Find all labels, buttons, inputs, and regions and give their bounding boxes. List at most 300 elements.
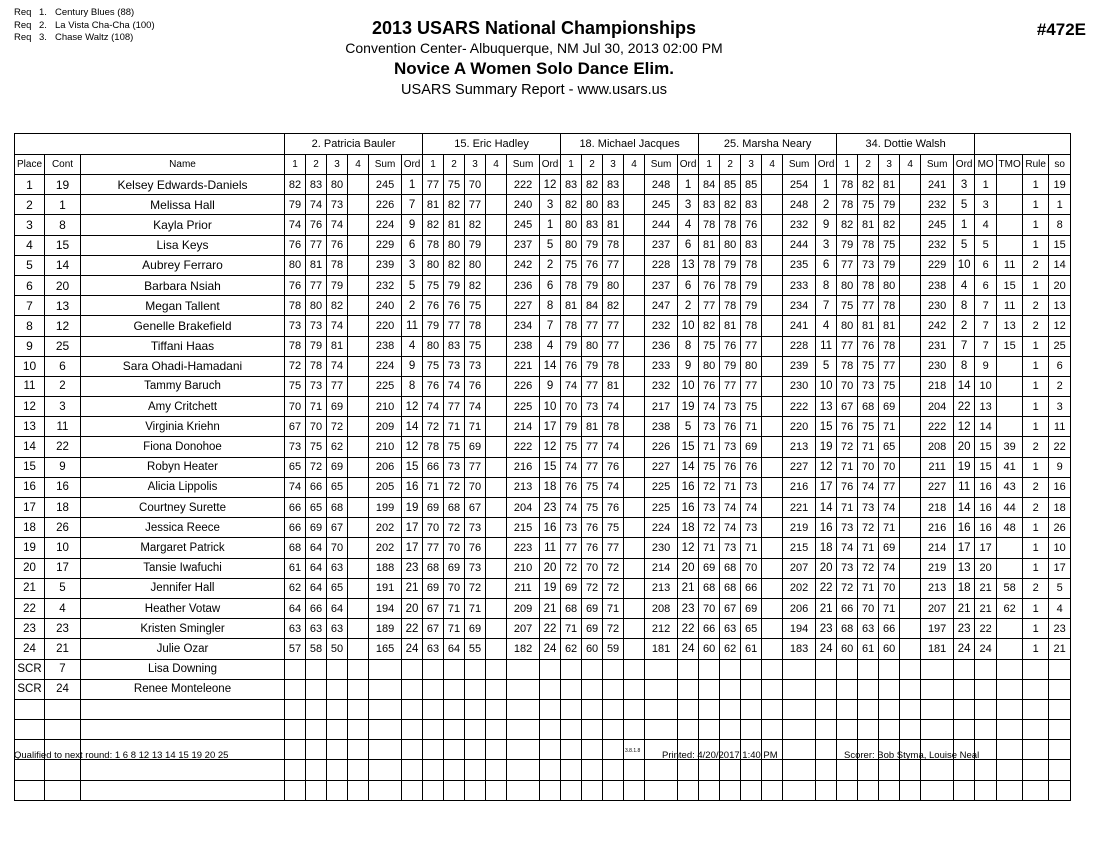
cell-judge1-score4 — [348, 296, 369, 316]
cell-judge1-score4 — [348, 275, 369, 295]
cell-place: 20 — [15, 558, 45, 578]
cell-judge1-ord — [402, 659, 423, 679]
requirement-text: La Vista Cha-Cha (100) — [55, 19, 155, 31]
cell-judge4-score1: 72 — [699, 477, 720, 497]
cell-empty — [444, 720, 465, 740]
cell-judge2-sum: 222 — [507, 437, 540, 457]
cell-skater-name: Sara Ohadi-Hamadani — [81, 356, 285, 376]
cell-place: 18 — [15, 518, 45, 538]
cell-judge3-score4 — [624, 679, 645, 699]
cell-judge2-score2 — [444, 659, 465, 679]
cell-judge2-score1: 72 — [423, 417, 444, 437]
cell-judge2-score1: 78 — [423, 437, 444, 457]
table-row — [15, 215, 1071, 235]
header-judge3-score2: 2 — [582, 155, 603, 175]
cell-judge2-score2: 72 — [444, 518, 465, 538]
cell-judge1-score1: 67 — [285, 417, 306, 437]
cell-judge2-score4 — [486, 598, 507, 618]
cell-mo: 4 — [975, 215, 997, 235]
cell-judge3-sum: 214 — [645, 558, 678, 578]
cell-cont: 24 — [45, 679, 81, 699]
cell-judge2-score4 — [486, 619, 507, 639]
cell-judge4-score1: 84 — [699, 175, 720, 195]
cell-judge5-score2: 72 — [858, 518, 879, 538]
cell-judge1-sum: 165 — [369, 639, 402, 659]
cell-cont: 21 — [45, 639, 81, 659]
cell-judge5-score1: 71 — [837, 457, 858, 477]
cell-judge3-sum: 236 — [645, 336, 678, 356]
cell-empty — [624, 780, 645, 800]
cell-judge4-sum: 219 — [783, 518, 816, 538]
cell-judge5-sum: 245 — [921, 215, 954, 235]
cell-judge4-score1: 83 — [699, 195, 720, 215]
cell-judge5-score3 — [879, 659, 900, 679]
header-place: Place — [15, 155, 45, 175]
cell-judge3-sum: 237 — [645, 275, 678, 295]
cell-judge4-score3: 69 — [741, 598, 762, 618]
cell-judge2-score3: 71 — [465, 417, 486, 437]
cell-judge4-score3: 76 — [741, 457, 762, 477]
cell-mo — [975, 699, 997, 719]
cell-judge3-score4 — [624, 538, 645, 558]
cell-judge3-score3 — [603, 659, 624, 679]
cell-tmo: 41 — [997, 457, 1023, 477]
cell-judge5-ord: 14 — [954, 498, 975, 518]
cell-skater-name: Amy Critchett — [81, 397, 285, 417]
cell-rule: 1 — [1023, 376, 1049, 396]
cell-empty — [699, 780, 720, 800]
cell-judge5-sum: 181 — [921, 639, 954, 659]
cell-judge1-score4 — [348, 639, 369, 659]
cell-so: 17 — [1049, 558, 1071, 578]
cell-judge4-score2: 78 — [720, 296, 741, 316]
cell-judge5-score3: 75 — [879, 376, 900, 396]
cell-judge3-score1: 80 — [561, 215, 582, 235]
cell-judge5-score2: 70 — [858, 598, 879, 618]
cell-judge1-score2: 74 — [306, 195, 327, 215]
cell-judge1-score1: 72 — [285, 356, 306, 376]
cell-judge5-sum: 218 — [921, 376, 954, 396]
cell-judge2-score1: 63 — [423, 639, 444, 659]
cell-judge4-ord: 11 — [816, 336, 837, 356]
cell-place: 11 — [15, 376, 45, 396]
cell-judge4-ord: 7 — [816, 296, 837, 316]
cell-judge3-sum: 238 — [645, 417, 678, 437]
cell-judge5-score3: 74 — [879, 558, 900, 578]
cell-judge5-score3: 81 — [879, 316, 900, 336]
cell-judge5-ord: 5 — [954, 235, 975, 255]
header-judge5-ord: Ord — [954, 155, 975, 175]
cell-judge5-score2: 73 — [858, 255, 879, 275]
cell-judge2-score4 — [486, 457, 507, 477]
cell-judge1-score2: 80 — [306, 296, 327, 316]
cell-judge4-score4 — [762, 356, 783, 376]
cell-cont: 19 — [45, 175, 81, 195]
cell-judge1-score4 — [348, 457, 369, 477]
cell-cont: 6 — [45, 356, 81, 376]
cell-judge1-sum: 206 — [369, 457, 402, 477]
cell-empty — [954, 720, 975, 740]
cell-judge2-score1 — [423, 679, 444, 699]
cell-judge2-score3: 67 — [465, 498, 486, 518]
cell-empty — [645, 780, 678, 800]
cell-judge2-score1: 76 — [423, 376, 444, 396]
cell-empty — [741, 699, 762, 719]
cell-judge5-ord: 3 — [954, 175, 975, 195]
cell-judge5-score4 — [900, 498, 921, 518]
cell-empty — [678, 699, 699, 719]
cell-rule: 2 — [1023, 255, 1049, 275]
cell-judge2-sum: 210 — [507, 558, 540, 578]
cell-skater-name: Julie Ozar — [81, 639, 285, 659]
cell-judge5-score1: 73 — [837, 558, 858, 578]
cell-judge4-ord — [816, 659, 837, 679]
results-table — [14, 133, 1071, 801]
header-judge2-score2: 2 — [444, 155, 465, 175]
header-judge4-score2: 2 — [720, 155, 741, 175]
cell-mo — [975, 659, 997, 679]
cell-judge2-sum: 245 — [507, 215, 540, 235]
cell-judge3-sum: 213 — [645, 578, 678, 598]
cell-judge1-score1: 76 — [285, 275, 306, 295]
cell-judge4-score2: 76 — [720, 417, 741, 437]
cell-judge2-sum: 240 — [507, 195, 540, 215]
header-judge1-score4: 4 — [348, 155, 369, 175]
cell-judge5-sum: 204 — [921, 397, 954, 417]
cell-judge3-score4 — [624, 619, 645, 639]
judge-name-5: 34. Dottie Walsh — [837, 134, 975, 155]
cell-so — [1049, 699, 1071, 719]
cell-judge1-sum: 194 — [369, 598, 402, 618]
cell-judge2-score4 — [486, 538, 507, 558]
cell-tmo — [997, 639, 1023, 659]
cell-judge5-score1: 71 — [837, 498, 858, 518]
cell-judge5-ord: 18 — [954, 578, 975, 598]
cell-mo: 13 — [975, 397, 997, 417]
cell-judge5-score1: 74 — [837, 538, 858, 558]
cell-judge3-score4 — [624, 639, 645, 659]
cell-judge2-sum — [507, 659, 540, 679]
cell-judge1-score3: 62 — [327, 437, 348, 457]
cell-judge5-ord: 13 — [954, 558, 975, 578]
cell-judge5-score3: 69 — [879, 538, 900, 558]
cell-cont: 23 — [45, 619, 81, 639]
cell-empty — [720, 720, 741, 740]
cell-judge4-score3: 80 — [741, 356, 762, 376]
cell-judge4-score1 — [699, 679, 720, 699]
cell-judge2-score3: 72 — [465, 578, 486, 598]
cell-judge4-score3: 74 — [741, 498, 762, 518]
cell-judge4-ord: 24 — [816, 639, 837, 659]
cell-so: 12 — [1049, 316, 1071, 336]
cell-judge3-score3: 75 — [603, 518, 624, 538]
cell-judge2-sum: 223 — [507, 538, 540, 558]
cell-judge5-sum: 227 — [921, 477, 954, 497]
cell-judge5-sum: 207 — [921, 598, 954, 618]
table-row — [15, 417, 1071, 437]
cell-empty — [645, 720, 678, 740]
cell-judge4-score2: 74 — [720, 498, 741, 518]
cell-judge1-score3: 78 — [327, 255, 348, 275]
cell-judge1-score2: 73 — [306, 376, 327, 396]
cell-judge5-ord: 8 — [954, 296, 975, 316]
cell-place: 9 — [15, 336, 45, 356]
cell-judge4-ord — [816, 679, 837, 699]
cell-judge1-score4 — [348, 498, 369, 518]
cell-cont — [45, 780, 81, 800]
cell-judge2-ord: 18 — [540, 477, 561, 497]
cell-judge3-score3: 72 — [603, 558, 624, 578]
cell-judge4-score1: 76 — [699, 275, 720, 295]
cell-judge5-sum: 232 — [921, 235, 954, 255]
cell-judge3-score3 — [603, 679, 624, 699]
cell-judge2-sum: 242 — [507, 255, 540, 275]
cell-judge5-ord: 11 — [954, 477, 975, 497]
cell-judge2-score1: 69 — [423, 578, 444, 598]
cell-judge4-sum: 213 — [783, 437, 816, 457]
cell-judge2-score3: 80 — [465, 255, 486, 275]
cell-judge5-score1: 80 — [837, 275, 858, 295]
cell-rule: 1 — [1023, 215, 1049, 235]
cell-empty — [678, 720, 699, 740]
cell-skater-name: Virginia Kriehn — [81, 417, 285, 437]
cell-empty — [900, 699, 921, 719]
cell-judge1-score3: 67 — [327, 518, 348, 538]
cell-judge5-score2 — [858, 659, 879, 679]
cell-judge1-score3: 70 — [327, 538, 348, 558]
cell-judge1-sum: 191 — [369, 578, 402, 598]
cell-judge4-score4 — [762, 376, 783, 396]
cell-judge3-score4 — [624, 316, 645, 336]
cell-judge5-score3: 70 — [879, 457, 900, 477]
cell-so: 3 — [1049, 397, 1071, 417]
report-source-line: USARS Summary Report - www.usars.us — [401, 82, 667, 98]
cell-so: 26 — [1049, 518, 1071, 538]
cell-judge3-ord — [678, 679, 699, 699]
cell-judge2-ord: 6 — [540, 275, 561, 295]
cell-judge2-score1: 77 — [423, 175, 444, 195]
cell-judge4-score2: 78 — [720, 215, 741, 235]
cell-judge1-score3: 69 — [327, 457, 348, 477]
venue-line: Convention Center- Albuquerque, NM Jul 30, 2013 02:00 PM — [345, 40, 723, 56]
cell-judge5-score1 — [837, 659, 858, 679]
cell-judge1-score3 — [327, 679, 348, 699]
cell-judge4-ord: 16 — [816, 518, 837, 538]
cell-judge5-score4 — [900, 518, 921, 538]
cell-judge5-score1: 77 — [837, 336, 858, 356]
cell-judge4-ord: 13 — [816, 397, 837, 417]
cell-judge3-sum: 232 — [645, 316, 678, 336]
cell-mo: 6 — [975, 275, 997, 295]
cell-empty — [444, 780, 465, 800]
cell-tmo: 44 — [997, 498, 1023, 518]
cell-judge1-sum: 220 — [369, 316, 402, 336]
cell-judge2-ord: 21 — [540, 598, 561, 618]
cell-cont: 10 — [45, 538, 81, 558]
cell-judge4-score1: 71 — [699, 538, 720, 558]
cell-so: 13 — [1049, 296, 1071, 316]
cell-rule: 1 — [1023, 619, 1049, 639]
cell-judge4-score4 — [762, 175, 783, 195]
cell-judge1-sum: 238 — [369, 336, 402, 356]
cell-judge3-score4 — [624, 558, 645, 578]
cell-judge1-ord: 3 — [402, 255, 423, 275]
cell-place: SCR — [15, 679, 45, 699]
cell-empty — [879, 720, 900, 740]
cell-judge4-ord: 23 — [816, 619, 837, 639]
cell-judge4-score4 — [762, 397, 783, 417]
cell-judge3-score3: 71 — [603, 598, 624, 618]
cell-judge2-score2: 75 — [444, 437, 465, 457]
cell-judge4-score1: 70 — [699, 598, 720, 618]
cell-judge3-score2: 73 — [582, 397, 603, 417]
cell-judge2-score1: 67 — [423, 619, 444, 639]
cell-judge2-score2: 73 — [444, 457, 465, 477]
cell-judge2-sum: 215 — [507, 518, 540, 538]
cell-judge2-ord: 4 — [540, 336, 561, 356]
header-judge1-score2: 2 — [306, 155, 327, 175]
cell-judge2-score4 — [486, 356, 507, 376]
cell-judge3-score4 — [624, 336, 645, 356]
cell-judge1-sum — [369, 659, 402, 679]
cell-judge1-score3: 74 — [327, 215, 348, 235]
cell-judge1-score2: 64 — [306, 578, 327, 598]
cell-cont: 11 — [45, 417, 81, 437]
cell-empty — [678, 780, 699, 800]
cell-judge4-ord: 10 — [816, 376, 837, 396]
cell-skater-name: Tiffani Haas — [81, 336, 285, 356]
cell-judge4-score2: 85 — [720, 175, 741, 195]
cell-judge5-score4 — [900, 376, 921, 396]
cell-judge2-score2: 77 — [444, 397, 465, 417]
cell-judge4-score2: 73 — [720, 437, 741, 457]
cell-cont: 13 — [45, 296, 81, 316]
cell-judge2-sum: 221 — [507, 356, 540, 376]
cell-judge1-score1: 75 — [285, 376, 306, 396]
cell-judge3-sum — [645, 679, 678, 699]
cell-judge2-ord: 17 — [540, 417, 561, 437]
cell-mo: 21 — [975, 578, 997, 598]
cell-judge4-score2: 68 — [720, 578, 741, 598]
cell-judge3-score4 — [624, 195, 645, 215]
cell-judge5-ord: 23 — [954, 619, 975, 639]
cell-judge1-ord: 20 — [402, 598, 423, 618]
cell-judge2-score3: 74 — [465, 397, 486, 417]
cell-judge1-score1: 73 — [285, 437, 306, 457]
cell-judge5-ord — [954, 659, 975, 679]
cell-tmo — [997, 195, 1023, 215]
cell-empty — [465, 780, 486, 800]
cell-skater-name — [81, 780, 285, 800]
cell-judge3-ord: 19 — [678, 397, 699, 417]
cell-judge5-score1: 66 — [837, 598, 858, 618]
cell-judge1-score4 — [348, 417, 369, 437]
cell-empty — [444, 699, 465, 719]
cell-judge5-ord: 19 — [954, 457, 975, 477]
cell-empty — [402, 780, 423, 800]
cell-judge2-score1: 75 — [423, 275, 444, 295]
cell-judge5-score3: 82 — [879, 215, 900, 235]
cell-empty — [285, 720, 306, 740]
cell-judge2-score1: 81 — [423, 195, 444, 215]
cell-judge5-score2: 76 — [858, 336, 879, 356]
cell-judge2-score4 — [486, 417, 507, 437]
cell-judge3-ord: 18 — [678, 518, 699, 538]
cell-empty — [645, 699, 678, 719]
cell-judge3-sum: 226 — [645, 437, 678, 457]
cell-judge3-sum: 230 — [645, 538, 678, 558]
cell-judge5-score1: 78 — [837, 195, 858, 215]
cell-rule — [1023, 659, 1049, 679]
cell-judge2-ord: 20 — [540, 558, 561, 578]
cell-skater-name: Fiona Donohoe — [81, 437, 285, 457]
requirement-label: Req — [14, 32, 32, 43]
cell-judge3-ord: 13 — [678, 255, 699, 275]
cell-empty — [816, 720, 837, 740]
cell-judge2-score2: 70 — [444, 578, 465, 598]
cell-judge1-score1: 80 — [285, 255, 306, 275]
cell-place: 4 — [15, 235, 45, 255]
cell-judge4-sum: 239 — [783, 356, 816, 376]
cell-tmo — [997, 679, 1023, 699]
cell-judge1-ord: 9 — [402, 356, 423, 376]
cell-judge1-score4 — [348, 175, 369, 195]
cell-judge4-score2: 79 — [720, 255, 741, 275]
cell-tmo — [997, 235, 1023, 255]
cell-judge5-score2: 75 — [858, 417, 879, 437]
cell-judge4-score3: 75 — [741, 397, 762, 417]
cell-judge2-sum: 236 — [507, 275, 540, 295]
cell-judge1-ord — [402, 679, 423, 699]
cell-so — [1049, 659, 1071, 679]
cell-judge4-score3: 77 — [741, 336, 762, 356]
cell-skater-name: Tansie Iwafuchi — [81, 558, 285, 578]
cell-judge4-score3: 66 — [741, 578, 762, 598]
cell-judge3-score1: 82 — [561, 195, 582, 215]
cell-judge1-sum: 224 — [369, 356, 402, 376]
cell-empty — [921, 780, 954, 800]
cell-judge1-score3: 73 — [327, 195, 348, 215]
cell-judge1-ord: 1 — [402, 175, 423, 195]
cell-judge5-score3: 79 — [879, 195, 900, 215]
cell-mo: 3 — [975, 195, 997, 215]
cell-judge5-score2: 82 — [858, 175, 879, 195]
cell-so — [1049, 740, 1071, 760]
cell-judge3-ord: 10 — [678, 376, 699, 396]
cell-judge3-score2: 69 — [582, 598, 603, 618]
cell-judge5-score1: 68 — [837, 619, 858, 639]
cell-judge3-ord: 21 — [678, 578, 699, 598]
cell-judge1-sum: 224 — [369, 215, 402, 235]
cell-judge4-score2: 67 — [720, 598, 741, 618]
cell-judge4-score3: 79 — [741, 296, 762, 316]
cell-judge2-ord: 3 — [540, 195, 561, 215]
cell-judge2-ord: 11 — [540, 538, 561, 558]
cell-judge1-sum: 240 — [369, 296, 402, 316]
cell-judge3-score1: 78 — [561, 275, 582, 295]
cell-judge1-ord: 17 — [402, 538, 423, 558]
cell-judge5-score2: 75 — [858, 195, 879, 215]
cell-judge5-score4 — [900, 538, 921, 558]
cell-judge1-sum: 225 — [369, 376, 402, 396]
cell-judge2-score3: 75 — [465, 336, 486, 356]
cell-judge5-score2: 71 — [858, 437, 879, 457]
cell-judge5-ord: 7 — [954, 336, 975, 356]
cell-judge1-score4 — [348, 518, 369, 538]
cell-place: 10 — [15, 356, 45, 376]
cell-judge1-score2 — [306, 659, 327, 679]
cell-judge1-score3: 76 — [327, 235, 348, 255]
